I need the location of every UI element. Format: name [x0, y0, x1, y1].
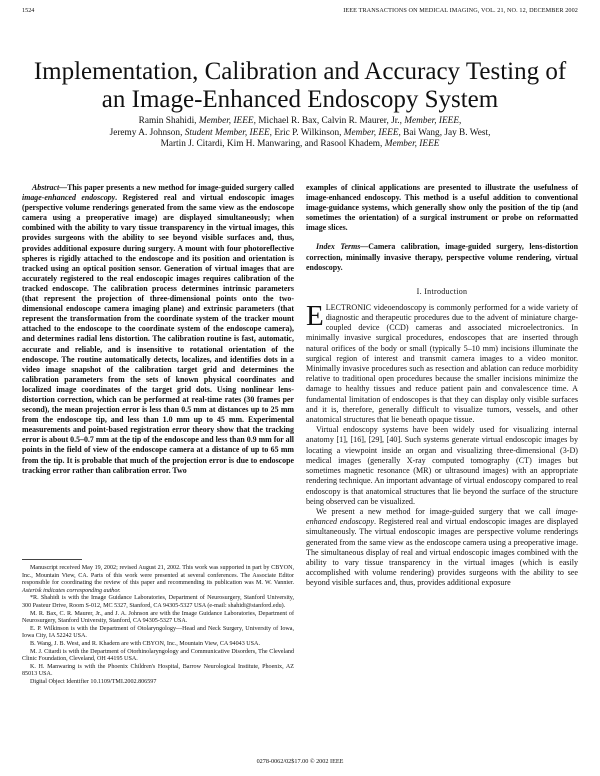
author-role: Member, IEEE,: [343, 127, 401, 138]
running-title: IEEE TRANSACTIONS ON MEDICAL IMAGING, VOL. 21, NO. 12, DECEMBER 2002: [343, 7, 578, 14]
footnote-divider: [22, 559, 82, 560]
author-name: Michael R. Bax, Calvin R. Maurer, Jr.,: [258, 116, 402, 126]
author-role: Member, IEEE,: [404, 116, 462, 126]
footnote: Manuscript received May 19, 2002; revised August 21, 2002. This work was supported in part by CBYON, Inc., Mountain View, CA. Parts of this work were presented at several conferences. The Associate Editor responsible for coordinating the review of this paper and recommending its publication was M. W. Vannier. Asterisk indicates corresponding author.: [22, 565, 294, 594]
abstract: [22, 183, 294, 476]
section-heading: I. Introduction: [416, 286, 468, 296]
abstract-continued: examples of clinical applications are presented to illustrate the usefulness of image-enhanced endoscopy. This method is a useful addition to conventional image-guidance systems, which generally show only the position of the tip (and sometimes the orientation) of a surgical instrument or probe on reformatted image slices.: [306, 183, 578, 233]
drop-cap: E: [306, 299, 324, 332]
author-name: Bai Wang, Jay B. West,: [403, 127, 491, 138]
doi: Digital Object Identifier 10.1109/TMI.2002.806597: [30, 678, 157, 685]
author-name: Eric P. Wilkinson,: [274, 127, 342, 138]
footnotes: [22, 565, 294, 687]
author-role: Member, IEEE: [384, 139, 440, 149]
author-name: Jeremy A. Johnson,: [109, 127, 183, 138]
abstract-text: . Registered real and virtual endoscopic images (perspective volume renderings generated from the same view as the endoscope camera using a preoperative image) are displayed simultaneously; when combined with the ability to vary tissue transparency in the virtual images, this provides surgeons with the ability to see beyond visible surfaces and, thus, provides additional exposure during surgery. A mount with four photoreflective spheres is rigidly attached to the endoscope and its position and orientation is tracked using an optical position sensor. Generation of virtual images that are accurately registered to the real endoscopic images requires calibration of the tracked endoscope. The calibration process determines intrinsic parameters (that represent the projection of three-dimensional points onto the two-dimensional endoscope camera imaging plane) and extrinsic parameters (that represent the transformation from the coordinate system of the tracker mount attached to the endoscope to the coordinate system of the endoscope camera), and determines radial lens distortion. The calibration routine is fast, automatic, accurate and reliable, and is insensitive to rotational orientation of the endoscope. The routine automatically detects, localizes, and identifies dots in a video image snapshot of the calibration target grid and determines the calibration parameters from the sets of known physical coordinates and localized image coordinates of the target grid dots. Using nonlinear lens-distortion correction, which can be performed at real-time rates (30 frames per second), the mean projection error is less than 0.5 mm at distances up to 25 mm from the endoscope tip, and less than 1.0 mm up to 45 mm. Experimental measurements and point-based registration error theory show that the tracking error is about 0.5–0.7 mm at the tip of the endoscope and less than 0.9 mm for all points in the field of view of the endoscope camera at a distance of up to 65 mm from the tip. It is probable that much of the projection error is due to endoscope tracking error rather than calibration error. Two: [22, 193, 294, 475]
footnote: *R. Shahidi is with the Image Guidance Laboratories, Department of Neurosurgery, Stanford University, 300 Pasteur Drive, Room S-012, MC 5327, Stanford, CA 94305-5327 USA (e-mail: shahidi@stanford.edu).: [22, 595, 294, 609]
footnote: B. Wang, J. B. West, and R. Khadem are with CBYON, Inc., Mountain View, CA 94043 USA.: [30, 640, 260, 647]
footnote: M. J. Citardi is with the Department of Otorhinolaryngology and Communicative Disorders, The Cleveland Clinic Foundation, Cleveland, OH 44195 USA.: [22, 648, 294, 663]
index-terms-label: Index Terms—: [316, 242, 369, 252]
right-column: [306, 183, 578, 589]
abstract-label: Abstract—: [32, 183, 68, 192]
left-column: [22, 183, 294, 476]
author-name: Ramin Shahidi,: [138, 116, 197, 126]
footnote: E. P. Wilkinson is with the Department of Otolaryngology—Head and Neck Surgery, University of Iowa, Iowa City, IA 52242 USA.: [22, 625, 294, 640]
index-terms-text: Camera calibration, image-guided surgery, lens-distortion correction, minimally invasive therapy, perspective volume rendering, virtual endoscopy.: [306, 242, 579, 272]
paragraph: ELECTRONIC videoendoscopy is commonly performed for a wide variety of diagnostic and therapeutic procedures due to the advent of miniature charge-coupled device (CCD) cameras and associated microelectronics. In minimally invasive surgical procedures, endoscopes that are inserted through natural orifices of the body or small (typically 5–10 mm) incisions illuminate the surgical region of interest and transmit camera images to a video monitor. Minimally invasive procedures such as resection and ablation can reduce morbidity relative to traditional open procedures because the smaller incisions minimize the damage to healthy tissues and reduce patient pain and convalescence time. A fundamental limitation of endoscopes is that they can display only visible surfaces and it is, therefore, generally difficult to visualize tumors, vessels, and other anatomical structures that lie beneath opaque tissue.: [306, 299, 578, 425]
author-role: Member, IEEE,: [198, 116, 256, 126]
page-number: 1524: [22, 7, 35, 14]
author-role: Student Member, IEEE,: [184, 127, 272, 138]
title-line-1: Implementation, Calibration and Accuracy Testing of: [33, 58, 567, 85]
emphasis: image-enhanced endoscopy: [306, 506, 578, 527]
paper-title: [20, 58, 580, 114]
abstract-emphasis: image-enhanced endoscopy: [22, 193, 116, 203]
index-terms: [306, 242, 578, 272]
footnote: K. H. Manwaring is with the Phoenix Children's Hospital, Barrow Neurological Institute, Phoenix, AZ 85013 USA.: [22, 663, 294, 678]
footnote: M. R. Bax, C. R. Maurer, Jr., and J. A. Johnson are with the Image Guidance Laboratories, Department of Neurosurgery, Stanford University, Stanford, CA 94305-5327 USA.: [22, 610, 294, 625]
paragraph: We present a new method for image-guided surgery that we call image-enhanced endoscopy. Registered real and virtual endoscopic images are displayed simultaneously. The virtual endoscopic images are perspective volume renderings generated from the same view as the endoscope camera using a preoperative image. The simultaneous display of real and virtual endoscopic images combined with the ability to vary tissue transparency in the virtual images (which is easily accomplished with volume rendering) provides surgeons with the ability to see beyond visible surfaces and, thus, provides additional exposure: [306, 506, 578, 588]
paragraph: Virtual endoscopy systems have been widely used for visualizing internal anatomy [1], [16], [29], [40]. Such systems generate virtual endoscopic images by locating a viewpoint inside an organ and visualizing three-dimensional (3-D) medical images (generally X-ray computed tomography (CT) images but sometimes magnetic resonance (MR) or ultrasound images) with an appropriate rendering technique. An important advantage of virtual endoscopy compared to real endoscopy is that anatomical structures that lie beyond the surface of the structure being observed can be visualized.: [306, 425, 578, 506]
body-text: [306, 299, 578, 589]
author-name: Martin J. Citardi, Kim H. Manwaring, and Rasool Khadem,: [160, 139, 383, 149]
copyright-footer: 0278-0062/02$17.00 © 2002 IEEE: [256, 758, 344, 765]
title-line-2: an Image-Enhanced Endoscopy System: [101, 86, 499, 113]
running-header: [22, 7, 578, 17]
lead-caps: LECTRONIC: [325, 302, 372, 312]
author-list: [40, 116, 560, 151]
abstract-text: This paper presents a new method for image-guided surgery called: [67, 183, 294, 192]
